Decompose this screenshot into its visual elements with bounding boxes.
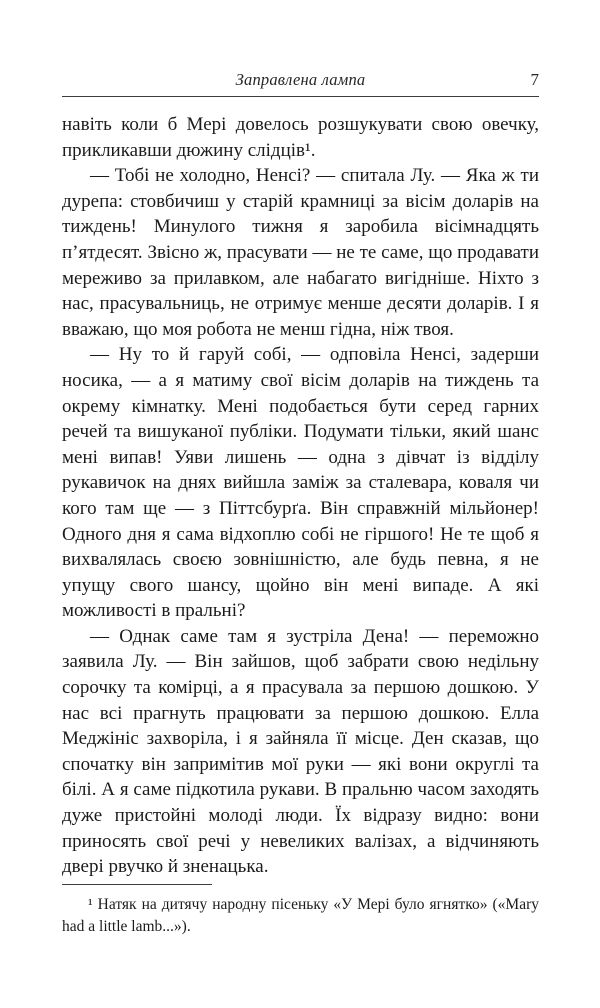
- paragraph-dialogue-3: — Однак саме там я зустріла Дена! — переможно заявила Лу. — Він зайшов, щоб забрати свою недільну сорочку та комірці, а я прасувала за першою дошкою. У нас всі прагнуть працювати за першою дошкою. Елла Меджініс захворіла, і я зайняла її місце. Ден сказав, що спочатку він запримітив мої руки — які вони округлі та білі. А я саме підкотила рукави. В пральню часом заходять дуже пристойні молоді люди. Їх відразу видно: вони приносять свої речі у невеликих валізах, а відчиняють двері рвучко й зненацька.: [62, 625, 539, 878]
- paragraph-dialogue-1: — Тобі не холодно, Ненсі? — спитала Лу. — Яка ж ти дурепа: стовбичиш у старій крамниці за вісім доларів на тиждень! Минулого тижня я заробила вісімнадцять п’ятдесят. Звісно ж, прасувати — не те саме, що продавати мереживо за прилавком, але набагато вигідніше. Ніхто з нас, прасувальниць, не отримує менше десяти доларів. І я вважаю, що моя робота не менш гідна, ніж твоя.: [62, 165, 539, 340]
- footnote-text: ¹ Натяк на дитячу народну пісеньку «У Мері було ягнятко» («Mary had a little lamb...»).: [62, 896, 539, 935]
- footnote-area: [62, 884, 539, 938]
- paragraph-continuation: навіть коли б Мері довелось розшукувати свою овечку, прикликавши дюжину слідців¹.: [62, 114, 539, 161]
- page-number: 7: [530, 70, 539, 89]
- paragraph-dialogue-2: — Ну то й гаруй собі, — одповіла Ненсі, задерши носика, — а я матиму свої вісім доларів на тиждень та окрему кімнатку. Мені подобається бути серед гарних речей та вишуканої публіки. Подумати тільки, який шанс мені випав! Уяви лишень — одна з дівчат із відділу рукавичок на днях вийшла заміж за сталевара, коваля чи кого там ще — з Піттсбурґа. Він справжній мільйонер! Одного дня я сама відхоплю собі не гіршого! Не те щоб я вихвалялась своєю зовнішністю, але будь певна, я не упущу свого шансу, щойно він мені випаде. А які можливості в пральні?: [62, 344, 539, 622]
- footnote-rule: [62, 884, 212, 885]
- header-row: [62, 70, 539, 90]
- running-title: Заправлена лампа: [235, 70, 366, 89]
- page-header: [62, 70, 539, 97]
- page-body: [62, 112, 539, 880]
- header-rule: [62, 96, 539, 97]
